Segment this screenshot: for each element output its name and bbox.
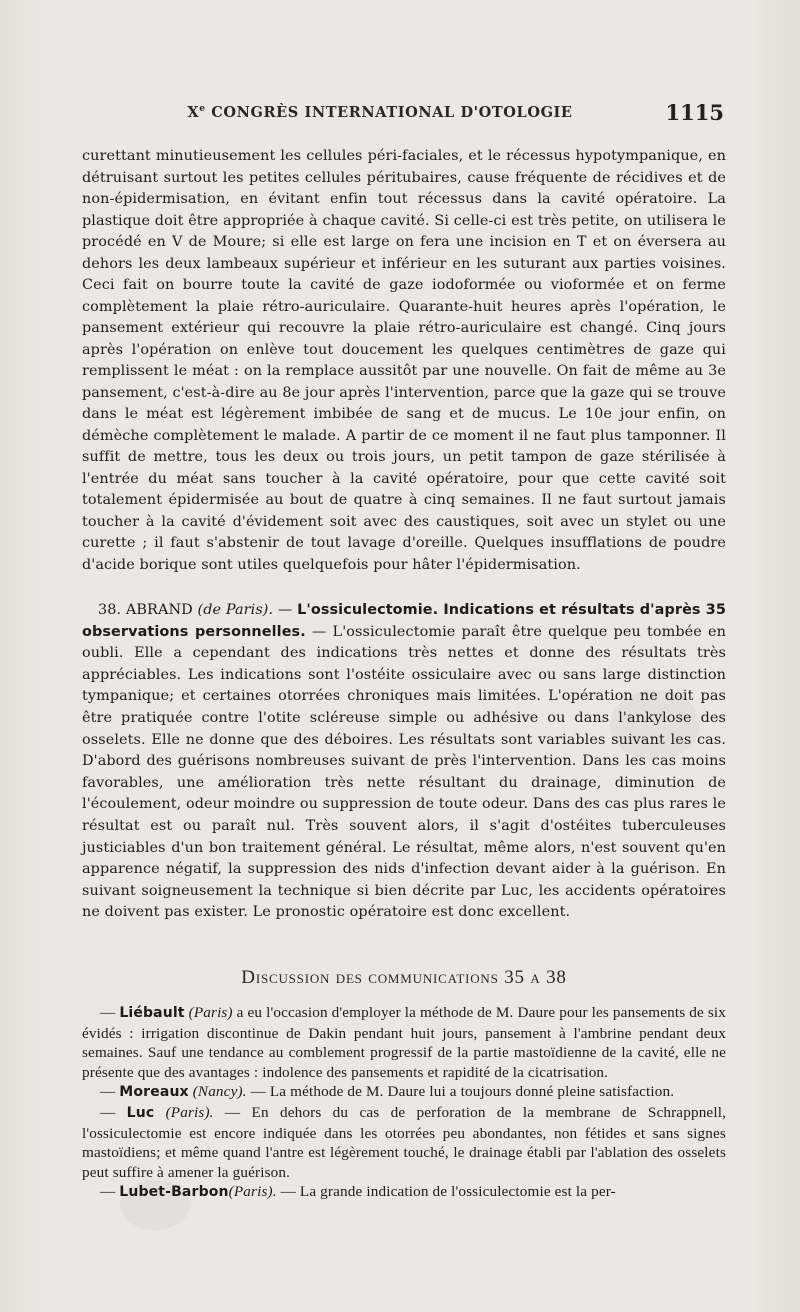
page-number: 1115	[665, 100, 724, 125]
speaker-city: (Paris).	[228, 1183, 277, 1201]
speaker-name: Liébault	[119, 1005, 185, 1021]
intervention-dash: —	[100, 1103, 116, 1121]
intervention-dash: —	[100, 1004, 116, 1021]
communication-38-paragraph	[82, 600, 726, 924]
intervention-lubet-barbon	[82, 1182, 726, 1203]
intervention-liebault	[82, 1003, 726, 1082]
congress-ordinal: X	[187, 104, 200, 121]
communication-body: — L'ossiculectomie paraît être quelque peu tombée en oubli. Elle a cependant des indications très nettes et donne des résultats très appréciables. Les indications sont l'ostéite ossiculaire avec ou sans large distinction tympanique; et certaines otorrées chroniques mais limitées. L'opération ne doit pas être pratiquée contre l'otite scléreuse simple ou adhésive ou dans l'ankylose des osselets. Elle ne donne que des déboires. Les résultats sont variables suivant les cas. D'abord des guérisons nombreuses suivant de près l'intervention. Dans les cas moins favorables, une amélioration très nette résultant du drainage, diminution de l'écoulement, odeur moindre ou suppression de toute odeur. Dans des cas plus rares le résultat est ou paraît nul. Très souvent alors, il s'agit d'ostéites tuberculeuses justiciables d'un bon traitement général. Le résultat, même alors, n'est souvent qu'en apparence négatif, la suppression des nids d'infection devant aider à la guérison. En suivant soigneusement la technique si bien décrite par Luc, les accidents opératoires ne doivent pas exister. Le pronostic opératoire est donc excellent.	[82, 623, 726, 921]
ordinal-suffix: e	[199, 104, 206, 115]
intervention-text: — En dehors du cas de perforation de la membrane de Schrappnell, l'ossiculectomie est encore indiquée dans les otorrées peu abondantes, non fétides et sans signes mastoïdiens; et même quand l'antre est légèrement touché, le drainage établi par l'ablation des osselets peut suffire à amener la guérison.	[82, 1103, 727, 1181]
discussion-interventions	[82, 1003, 726, 1203]
intervention-text: — La méthode de M. Daure lui a toujours donné pleine satisfaction.	[250, 1083, 675, 1101]
running-header	[82, 100, 724, 132]
communication-title: L'ossiculectomie. Indications et résultats d'après 35 observations personnelles.	[82, 602, 726, 640]
intervention-moreaux	[82, 1082, 726, 1103]
speaker-name: Moreaux	[119, 1084, 189, 1101]
speaker-city: (Paris)	[188, 1004, 233, 1021]
intervention-luc	[82, 1103, 726, 1182]
communication-38	[82, 600, 726, 924]
continuation-paragraph-block	[82, 146, 726, 576]
discussion-heading-text: Discussion des communications 35 a 38	[241, 967, 567, 988]
continuation-paragraph: curettant minutieusement les cellules péri-faciales, et le récessus hypotympanique, en détruisant surtout les petites cellules péritubaires, cause fréquente de récidives et de non-épidermisation, en évitant enfin tout récessus dans la cavité opératoire. La plastique doit être appropriée à chaque cavité. Si celle-ci est très petite, on utilisera le procédé en V de Moure; si elle est large on fera une incision en T et on éversera au dehors les deux lambeaux supérieur et inférieur en les suturant aux parties voisines. Ceci fait on bourre toute la cavité de gaze iodoformée ou vioformée et on ferme complètement la plaie rétro-auriculaire. Quarante-huit heures après l'opération, le pansement extérieur qui recouvre la plaie rétro-auriculaire est changé. Cinq jours après l'opération on enlève tout doucement les quelques centimètres de gaze qui remplissent le méat : on la remplace aussitôt par une nouvelle. On fait de même au 3e pansement, c'est-à-dire au 8e jour après l'intervention, parce que la gaze qui se trouve dans le méat est légèrement imbibée de sang et de mucus. Le 10e jour enfin, on démèche complètement le malade. A partir de ce moment il ne faut plus tamponner. Il suffit de mettre, tous les deux ou trois jours, un petit tampon de gaze stérilisée à l'entrée du méat sans toucher à la cavité opératoire, pour que cette cavité soit totalement épidermisée au bout de quatre à cinq semaines. Il ne faut surtout jamais toucher à la cavité d'évidement soit avec des caustiques, soit avec un stylet ou une curette ; il faut s'abstenir de tout lavage d'oreille. Quelques insufflations de poudre d'acide borique sont utiles quelquefois pour hâter l'épidermisation.	[82, 148, 726, 573]
intervention-dash: —	[100, 1083, 116, 1101]
communication-dash: —	[277, 602, 293, 618]
running-head-title	[130, 104, 630, 121]
intervention-text: a eu l'occasion d'employer la méthode de M. Daure pour les pansements de six évidés : irrigation discontinue de Dakin pendant huit jours, pansement à l'ambrine pendant deux semaines. Sauf une tendance au comblement progressif de la partie mastoïdienne de la cavité, elle ne présente que des avantages : indolence des pansements et rapidité de la cicatrisation.	[82, 1004, 727, 1081]
communication-number: 38.	[98, 602, 122, 618]
speaker-name: Luc	[126, 1104, 155, 1121]
congress-title: CONGRÈS INTERNATIONAL D'OTOLOGIE	[211, 104, 573, 121]
discussion-heading	[82, 967, 726, 989]
intervention-dash: —	[100, 1183, 116, 1201]
intervention-text: — La grande indication de l'ossiculectomie est la per-	[280, 1183, 616, 1201]
speaker-city: (Nancy).	[192, 1083, 247, 1101]
communication-city: (de Paris).	[197, 602, 274, 618]
speaker-city: (Paris).	[165, 1103, 214, 1121]
speaker-name: Lubet-Barbon	[119, 1184, 229, 1201]
communication-author: ABRAND	[125, 602, 193, 618]
